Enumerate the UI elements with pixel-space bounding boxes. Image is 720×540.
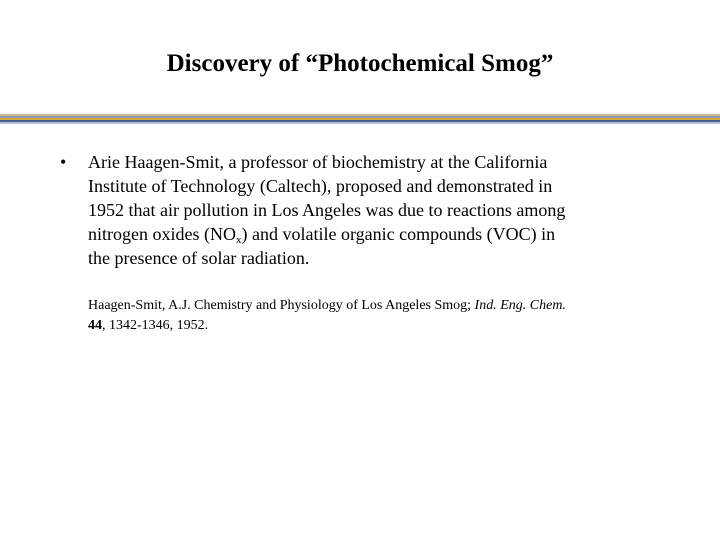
bullet-line: Institute of Technology (Caltech), proposed and demonstrated in bbox=[88, 176, 553, 196]
bullet-line: 1952 that air pollution in Los Angeles was due to reactions among bbox=[88, 200, 566, 220]
citation-line-2 bbox=[88, 316, 688, 336]
citation-authors-title: Haagen-Smit, A.J. Chemistry and Physiology of Los Angeles Smog; bbox=[88, 298, 475, 313]
citation-journal: Ind. Eng. Chem. bbox=[474, 298, 566, 313]
title-divider bbox=[0, 114, 720, 125]
bullet-text bbox=[88, 150, 636, 270]
citation-line-1 bbox=[88, 296, 688, 316]
bullet-line bbox=[88, 222, 636, 246]
nox-prefix: nitrogen oxides (NO bbox=[88, 224, 236, 244]
divider-band bbox=[0, 122, 720, 124]
citation-pages-year: , 1342-1346, 1952. bbox=[102, 318, 209, 333]
citation bbox=[88, 296, 688, 336]
citation-volume: 44 bbox=[88, 318, 102, 333]
bullet-line: the presence of solar radiation. bbox=[88, 248, 310, 268]
bullet-line: Arie Haagen-Smit, a professor of biochemistry at the California bbox=[88, 152, 548, 172]
bullet-marker: • bbox=[60, 152, 67, 172]
nox-subscript: x bbox=[235, 234, 242, 246]
nox-suffix: ) and volatile organic compounds (VOC) in bbox=[241, 224, 556, 244]
slide-title: Discovery of “Photochemical Smog” bbox=[166, 50, 554, 77]
